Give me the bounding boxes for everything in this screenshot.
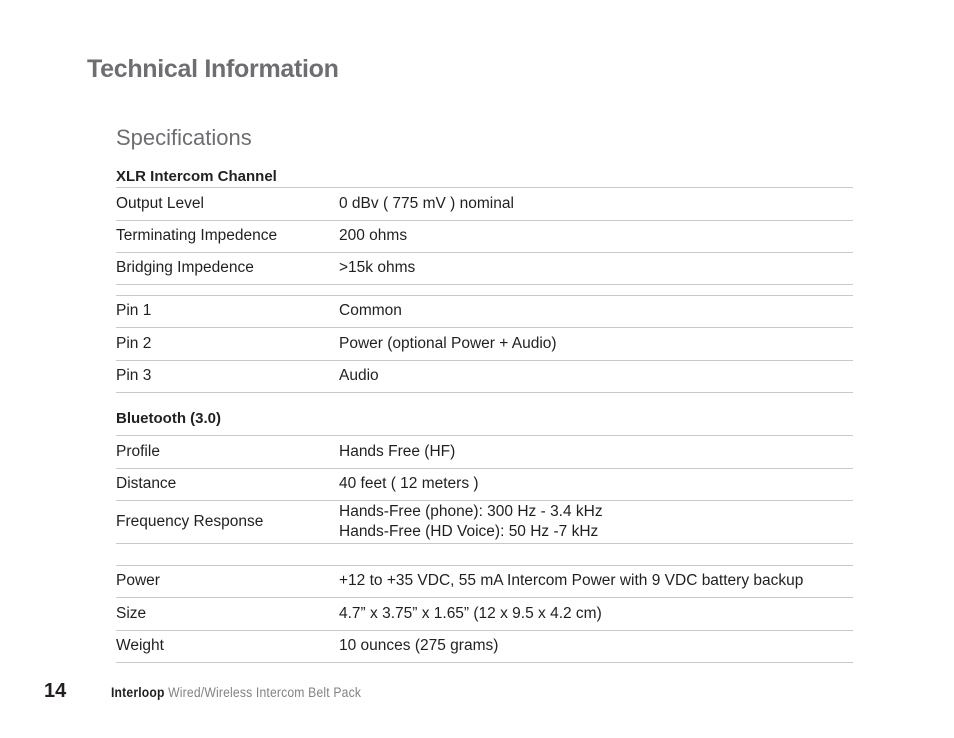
spec-value-size: 4.7” x 3.75” x 1.65” (12 x 9.5 x 4.2 cm) [339,605,602,622]
spec-label-weight: Weight [116,637,164,654]
table-rule [116,565,853,566]
page-title: Technical Information [87,55,339,83]
spec-label-power: Power [116,572,160,589]
table-rule [116,252,853,253]
spec-value-profile: Hands Free (HF) [339,443,456,460]
spec-value-pin-2: Power (optional Power + Audio) [339,335,557,352]
spec-label-pin-1: Pin 1 [116,302,152,319]
table-rule [116,327,853,328]
footer-brand: Interloop [111,685,165,700]
table-rule [116,360,853,361]
table-rule [116,295,853,296]
page-number: 14 [44,680,67,702]
xlr-heading: XLR Intercom Channel [116,168,277,185]
spec-value-weight: 10 ounces (275 grams) [339,637,499,654]
spec-value-distance: 40 feet ( 12 meters ) [339,475,479,492]
spec-label-terminating-impedence: Terminating Impedence [116,227,278,244]
spec-label-size: Size [116,605,147,622]
spec-label-pin-2: Pin 2 [116,335,152,352]
frequency-response-phone: Hands-Free (phone): 300 Hz - 3.4 kHz [339,503,603,520]
spec-label-output-level: Output Level [116,195,204,212]
spec-value-pin-1: Common [339,302,402,319]
table-rule [116,435,853,436]
spec-value-pin-3: Audio [339,367,379,384]
spec-label-bridging-impedence: Bridging Impedence [116,259,254,276]
spec-value-output-level: 0 dBv ( 775 mV ) nominal [339,195,514,212]
spec-label-profile: Profile [116,443,160,460]
footer [111,685,361,700]
table-rule [116,468,853,469]
table-rule [116,187,853,188]
spec-label-distance: Distance [116,475,177,492]
table-rule [116,630,853,631]
spec-value-terminating-impedence: 200 ohms [339,227,408,244]
table-rule [116,500,853,501]
spec-value-bridging-impedence: >15k ohms [339,259,416,276]
table-rule [116,597,853,598]
table-rule [116,284,853,285]
table-rule [116,662,853,663]
table-rule [116,220,853,221]
frequency-response-hd-voice: Hands-Free (HD Voice): 50 Hz -7 kHz [339,523,599,540]
spec-value-frequency-response [339,502,603,542]
spec-value-power: +12 to +35 VDC, 55 mA Intercom Power with 9 VDC battery backup [339,572,804,589]
bluetooth-heading: Bluetooth (3.0) [116,410,221,427]
spec-label-frequency-response: Frequency Response [116,513,264,530]
table-rule [116,543,853,544]
spec-label-pin-3: Pin 3 [116,367,152,384]
section-title: Specifications [116,125,252,150]
table-rule [116,392,853,393]
footer-text: Wired/Wireless Intercom Belt Pack [168,685,362,700]
